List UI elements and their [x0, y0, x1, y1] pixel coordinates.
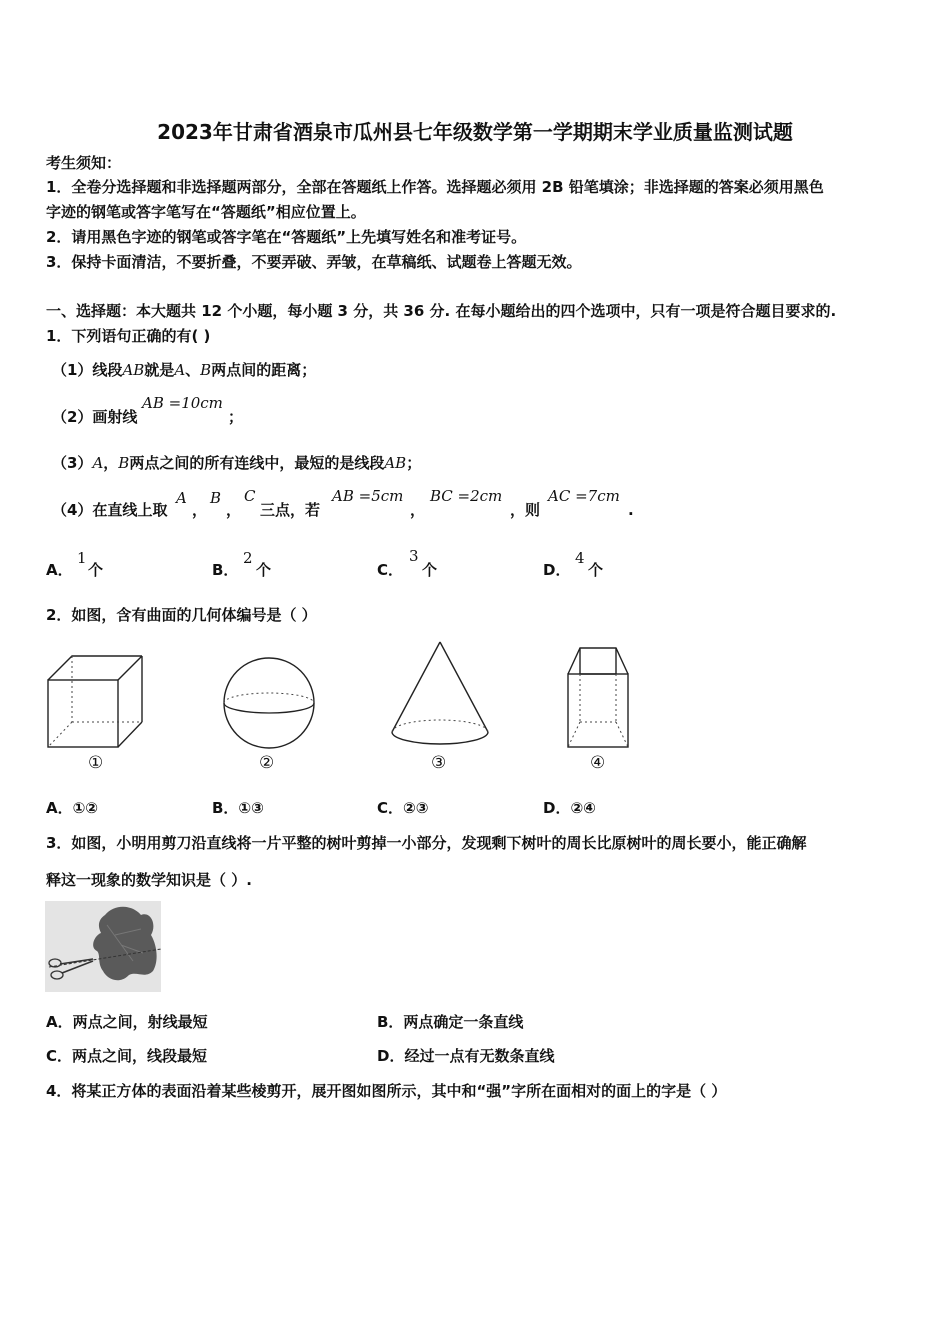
q1-option-a-label[interactable]: A． [46, 561, 73, 579]
q1-option-a-unit: 个 [88, 561, 104, 579]
q1-statement-4-point-c: C [244, 487, 256, 505]
q1-statement-3: （3）A，B两点之间的所有连线中，最短的是线段AB； [52, 454, 422, 472]
q1-statement-4-then: ，则 [510, 501, 541, 519]
page-title: 2023年甘肃省酒泉市瓜州县七年级数学第一学期期末学业质量监测试题 [157, 120, 793, 144]
section-heading: 一、选择题：本大题共 12 个小题，每小题 3 分，共 36 分. 在每小题给出的四个选项中，只有一项是符合题目要求的. [46, 302, 837, 320]
cube-icon [44, 650, 124, 752]
q1-option-c-unit: 个 [422, 561, 438, 579]
q2-option-c[interactable]: C．②③ [377, 799, 429, 817]
sphere-icon [222, 656, 318, 752]
q1-statement-4-end: . [628, 501, 634, 519]
q1-statement-4-math-1: AB =5cm [332, 487, 404, 505]
q1-statement-4-math-3: AC =7cm [548, 487, 620, 505]
q3-option-a[interactable]: A．两点之间，射线最短 [46, 1013, 208, 1031]
q2-option-d[interactable]: D．②④ [543, 799, 596, 817]
notice-item-1-line-2: 字迹的钢笔或答字笔写在“答题纸”相应位置上。 [46, 203, 366, 221]
figure-3-caption: ③ [431, 753, 447, 773]
q1-statement-2-end: ； [228, 408, 244, 426]
q1-statement-4-math-2: BC =2cm [430, 487, 503, 505]
q1-statement-2-math: AB =10cm [142, 394, 223, 412]
question-2-stem: 2．如图，含有曲面的几何体编号是（ ） [46, 606, 317, 624]
leaf-scissors-icon [45, 901, 161, 992]
q2-option-a[interactable]: A．①② [46, 799, 99, 817]
q1-option-b-value: 2 [243, 549, 253, 567]
q1-statement-4-middle: 三点，若 [260, 501, 321, 519]
q1-statement-4-comma-1: ， [192, 501, 208, 519]
q2-option-b[interactable]: B．①③ [212, 799, 264, 817]
figure-4-caption: ④ [590, 753, 606, 773]
q1-option-b-label[interactable]: B． [212, 561, 239, 579]
cone-icon [388, 640, 492, 752]
q1-statement-1: （1）线段AB就是A、B两点间的距离； [52, 361, 317, 379]
figure-2-caption: ② [259, 753, 275, 773]
question-1-stem: 1．下列语句正确的有( ) [46, 327, 211, 345]
q1-statement-2: （2）画射线 [52, 408, 138, 426]
q1-option-b-unit: 个 [256, 561, 272, 579]
q3-option-d[interactable]: D．经过一点有无数条直线 [377, 1047, 555, 1065]
q1-option-c-label[interactable]: C． [377, 561, 404, 579]
question-3-stem-line-2: 释这一现象的数学知识是（ ）. [46, 871, 252, 889]
notice-item-3: 3．保持卡面清洁，不要折叠，不要弄破、弄皱，在草稿纸、试题卷上答题无效。 [46, 253, 582, 271]
q1-option-c-value: 3 [409, 547, 419, 565]
q3-option-b[interactable]: B．两点确定一条直线 [377, 1013, 524, 1031]
q3-option-c[interactable]: C．两点之间，线段最短 [46, 1047, 208, 1065]
q1-option-d-value: 4 [575, 549, 585, 567]
q1-option-d-unit: 个 [588, 561, 604, 579]
notice-item-2: 2．请用黑色字迹的钢笔或答字笔在“答题纸”上先填写姓名和准考证号。 [46, 228, 527, 246]
q1-statement-4-point-a: A [176, 489, 187, 507]
question-4-stem: 4．将某正方体的表面沿着某些棱剪开，展开图如图所示，其中和“强”字所在面相对的面上的字是（ ） [46, 1082, 727, 1100]
notice-item-1-line-1: 1．全卷分选择题和非选择题两部分，全部在答题纸上作答。选择题必须用 2B 铅笔填涂；非选择题的答案必须用黑色 [46, 178, 824, 196]
q1-option-a-value: 1 [77, 549, 87, 567]
figure-1-caption: ① [88, 753, 104, 773]
q1-statement-4-comma-3: ， [410, 501, 426, 519]
q1-statement-4-comma-2: ， [226, 501, 242, 519]
q1-statement-4-point-b: B [210, 489, 222, 507]
q1-statement-4-lead: （4）在直线上取 [52, 501, 168, 519]
question-3-stem-line-1: 3．如图，小明用剪刀沿直线将一片平整的树叶剪掉一小部分，发现剩下树叶的周长比原树叶的周长要小，能正确解 [46, 834, 807, 852]
prism-icon [564, 644, 634, 752]
q1-option-d-label[interactable]: D． [543, 561, 571, 579]
notice-heading: 考生须知： [46, 154, 122, 172]
